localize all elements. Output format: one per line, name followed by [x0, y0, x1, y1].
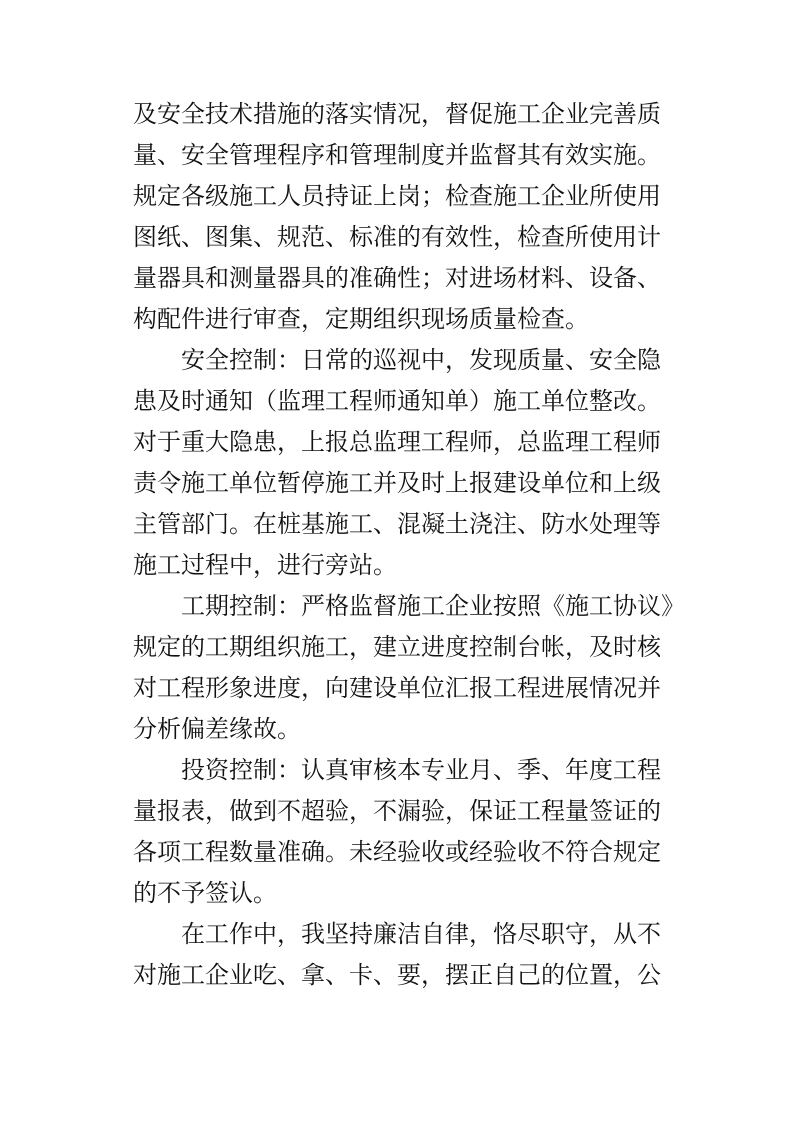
text-line: 及安全技术措施的落实情况，督促施工企业完善质 — [133, 100, 661, 128]
text-line: 规定的工期组织施工，建立进度控制台帐，及时核 — [133, 633, 661, 661]
text-line: 规定各级施工人员持证上岗；检查施工企业所使用 — [133, 182, 661, 210]
text-line: 对于重大隐患，上报总监理工程师，总监理工程师 — [133, 428, 661, 456]
text-line: 构配件进行审查，定期组织现场质量检查。 — [133, 305, 589, 333]
text-line: 图纸、图集、规范、标准的有效性，检查所使用计 — [133, 223, 661, 251]
paragraph-start-safety-control: 安全控制：日常的巡视中，发现质量、安全隐 — [181, 346, 661, 374]
text-line: 责令施工单位暂停施工并及时上报建设单位和上级 — [133, 469, 661, 497]
text-line: 患及时通知（监理工程师通知单）施工单位整改。 — [133, 387, 661, 415]
text-line: 对施工企业吃、拿、卡、要，摆正自己的位置，公 — [133, 961, 661, 989]
paragraph-start-work-conduct: 在工作中，我坚持廉洁自律，恪尽职守，从不 — [181, 920, 661, 948]
document-body — [133, 94, 685, 996]
text-line: 对工程形象进度，向建设单位汇报工程进展情况并 — [133, 674, 661, 702]
paragraph-start-schedule-control: 工期控制：严格监督施工企业按照《施工协议》 — [181, 592, 685, 620]
text-line: 量器具和测量器具的准确性；对进场材料、设备、 — [133, 264, 661, 292]
text-line: 量报表，做到不超验，不漏验，保证工程量签证的 — [133, 797, 661, 825]
paragraph-start-investment-control: 投资控制：认真审核本专业月、季、年度工程 — [181, 756, 661, 784]
text-line: 量、安全管理程序和管理制度并监督其有效实施。 — [133, 141, 661, 169]
text-line: 的不予签认。 — [133, 879, 277, 907]
text-line: 各项工程数量准确。未经验收或经验收不符合规定 — [133, 838, 661, 866]
text-line: 施工过程中，进行旁站。 — [133, 551, 397, 579]
text-line: 主管部门。在桩基施工、混凝土浇注、防水处理等 — [133, 510, 661, 538]
text-line: 分析偏差缘故。 — [133, 715, 301, 743]
